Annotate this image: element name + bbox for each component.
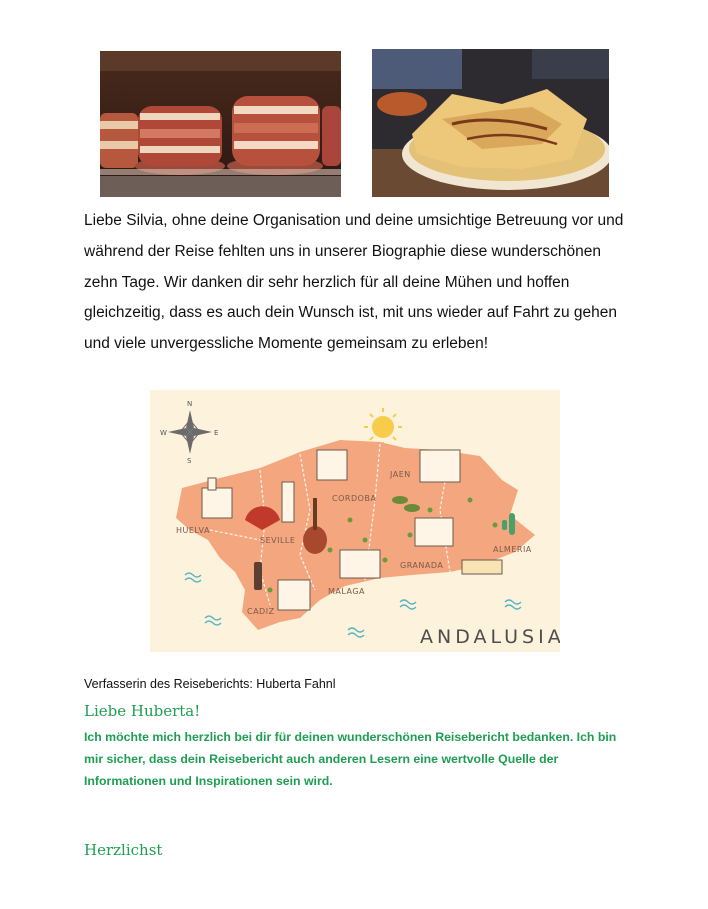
photo-tortilla-plate — [372, 49, 609, 197]
city-label-cadiz: CADIZ — [247, 607, 275, 616]
photo-ham-sandwiches — [100, 51, 341, 197]
ham-photo-image — [100, 51, 341, 197]
map-title: ANDALUSIA — [420, 626, 560, 648]
city-label-granada: GRANADA — [400, 561, 444, 570]
compass-w: W — [160, 429, 167, 437]
wine-bottle-icon — [254, 562, 262, 590]
compass-e: E — [214, 429, 219, 437]
city-label-seville: SEVILLE — [260, 536, 296, 545]
andalusia-map — [150, 390, 560, 652]
reply-greeting: Liebe Huberta! — [84, 702, 201, 720]
reply-text: Ich möchte mich herzlich bei dir für deinen wunderschönen Reisebericht bedanken. Ich bin mir sicher, dass dein Reisebericht auch anderen Lesern eine wertvolle Quelle der Informationen und Inspirationen sein wird. — [84, 730, 617, 788]
compass-n: N — [187, 400, 193, 408]
food-photo-image — [372, 49, 609, 197]
author-line: Verfasserin des Reiseberichts: Huberta Fahnl — [84, 677, 336, 691]
letter-paragraph: Liebe Silvia, ohne deine Organisation und deine umsichtige Betreuung vor und während der Reise fehlten uns in unserer Biographie diese wunderschönen zehn Tage. Wir danken dir sehr herzlich für all deine Mühen und hoffen gleichzeitig, dass es auch dein Wunsch ist, mit uns wieder auf Fahrt zu gehen und viele unvergessliche Momente gemeinsam zu erleben! — [84, 212, 624, 353]
city-label-cordoba: CORDOBA — [332, 494, 377, 503]
city-label-malaga: MALAGA — [328, 587, 366, 596]
city-label-jaen: JAEN — [390, 470, 411, 479]
city-label-almeria: ALMERIA — [493, 545, 532, 554]
andalusia-map-image — [150, 390, 560, 652]
reply-closing: Herzlichst — [84, 841, 163, 859]
city-label-huelva: HUELVA — [176, 526, 210, 535]
compass-s: S — [187, 457, 192, 465]
